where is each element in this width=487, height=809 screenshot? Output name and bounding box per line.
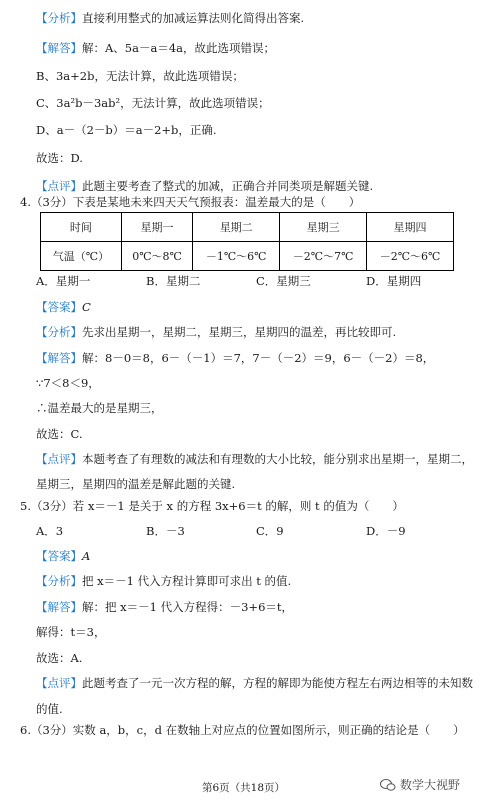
solution-line xyxy=(36,40,275,56)
comment-text: 此题考查了一元一次方程的解，方程的解即为能使方程左右两边相等的未知数 xyxy=(82,676,473,690)
answer-text: A xyxy=(82,549,91,563)
solution-text: 解：把 x＝－1 代入方程得：－3+6＝t， xyxy=(82,600,294,614)
q4-therefore: ∴温差最大的是星期三， xyxy=(36,401,163,415)
q5-analysis xyxy=(36,573,291,589)
analysis-line xyxy=(36,10,304,26)
analysis-text: 先求出星期一，星期二，星期三，星期四的温差，再比较即可. xyxy=(82,325,397,339)
q4-analysis xyxy=(36,324,396,340)
comment-tag: 【点评】 xyxy=(36,452,82,466)
comment-line xyxy=(36,178,373,194)
q5-option-c: C．9 xyxy=(256,524,284,538)
q5-answer xyxy=(36,548,90,564)
question-4: 4.（3分）下表是某地未来四天天气预报表：温差最大的是（ ） xyxy=(20,195,361,209)
solution-tag: 【解答】 xyxy=(36,600,82,614)
comment-tag: 【点评】 xyxy=(36,179,82,193)
analysis-tag: 【分析】 xyxy=(36,11,82,25)
comment-text: 本题考查了有理数的减法和有理数的大小比较，能分别求出星期一，星期二， xyxy=(82,452,473,466)
q5-option-a: A．3 xyxy=(36,524,64,538)
table-row xyxy=(41,242,454,271)
table-cell: 星期四 xyxy=(367,213,454,242)
q4-comment-2: 星期三，星期四的温差是解此题的关键. xyxy=(36,477,236,491)
solution-tag: 【解答】 xyxy=(36,351,82,365)
comment-tag: 【点评】 xyxy=(36,676,82,690)
option-b-line: B、3a+2b，无法计算，故此选项错误； xyxy=(36,69,244,83)
table-cell: －2℃～6℃ xyxy=(367,242,454,271)
q4-because: ∵7＜8＜9， xyxy=(36,376,100,390)
table-header-row xyxy=(41,213,454,242)
option-c-line: C、3a²b－3ab²，无法计算，故此选项错误； xyxy=(36,96,270,110)
q5-choose: 故选：A. xyxy=(36,651,83,665)
answer-tag: 【答案】 xyxy=(36,549,82,563)
answer-text: C xyxy=(82,300,91,314)
solution-text: 解：8－0＝8，6－（－1）＝7，7－（－2）＝9，6－（－2）＝8， xyxy=(82,351,435,365)
table-cell: 星期一 xyxy=(121,213,192,242)
watermark xyxy=(380,776,460,793)
q4-option-c: C．星期三 xyxy=(256,274,311,288)
table-cell: 气温（℃） xyxy=(41,242,122,271)
question-6: 6.（3分）实数 a，b，c，d 在数轴上对应点的位置如图所示，则正确的结论是（ ） xyxy=(20,723,465,737)
q4-option-d: D．星期四 xyxy=(366,274,422,288)
page-footer: 第6页（共18页） xyxy=(201,782,286,794)
weather-table xyxy=(40,212,454,271)
q4-answer xyxy=(36,299,91,315)
q4-option-a: A．星期一 xyxy=(36,274,91,288)
table-cell: －1℃～6℃ xyxy=(193,242,280,271)
q5-solution xyxy=(36,599,293,615)
q5-solve: 解得：t＝3， xyxy=(36,625,106,639)
table-cell: 0℃～8℃ xyxy=(121,242,192,271)
table-cell: 星期三 xyxy=(280,213,367,242)
choose-d-line: 故选：D. xyxy=(36,151,83,165)
solution-tag: 【解答】 xyxy=(36,41,82,55)
q4-solution xyxy=(36,350,434,366)
analysis-tag: 【分析】 xyxy=(36,325,82,339)
q5-option-d: D．－9 xyxy=(366,524,406,538)
q4-choose: 故选：C. xyxy=(36,427,83,441)
watermark-text: 数学大视野 xyxy=(400,778,461,792)
table-cell: －2℃～7℃ xyxy=(280,242,367,271)
comment-text: 此题主要考查了整式的加减，正确合并同类项是解题关键. xyxy=(82,179,374,193)
solution-text: 解：A、5a－a＝4a，故此选项错误； xyxy=(82,41,276,55)
option-d-line: D、a－（2－b）＝a－2+b，正确. xyxy=(36,123,217,137)
q5-comment-2: 的值. xyxy=(36,702,63,716)
wechat-icon xyxy=(380,778,396,792)
q4-comment-1 xyxy=(36,451,473,467)
table-cell: 星期二 xyxy=(193,213,280,242)
analysis-tag: 【分析】 xyxy=(36,574,82,588)
q5-comment-1 xyxy=(36,675,473,691)
q5-option-b: B．－3 xyxy=(146,524,185,538)
question-5: 5.（3分）若 x＝－1 是关于 x 的方程 3x+6＝t 的解，则 t 的值为（ ） xyxy=(20,499,404,513)
table-cell: 时间 xyxy=(41,213,122,242)
q4-option-b: B．星期二 xyxy=(146,274,201,288)
analysis-text: 直接利用整式的加减运算法则化简得出答案. xyxy=(82,11,305,25)
answer-tag: 【答案】 xyxy=(36,300,82,314)
analysis-text: 把 x＝－1 代入方程计算即可求出 t 的值. xyxy=(82,574,292,588)
